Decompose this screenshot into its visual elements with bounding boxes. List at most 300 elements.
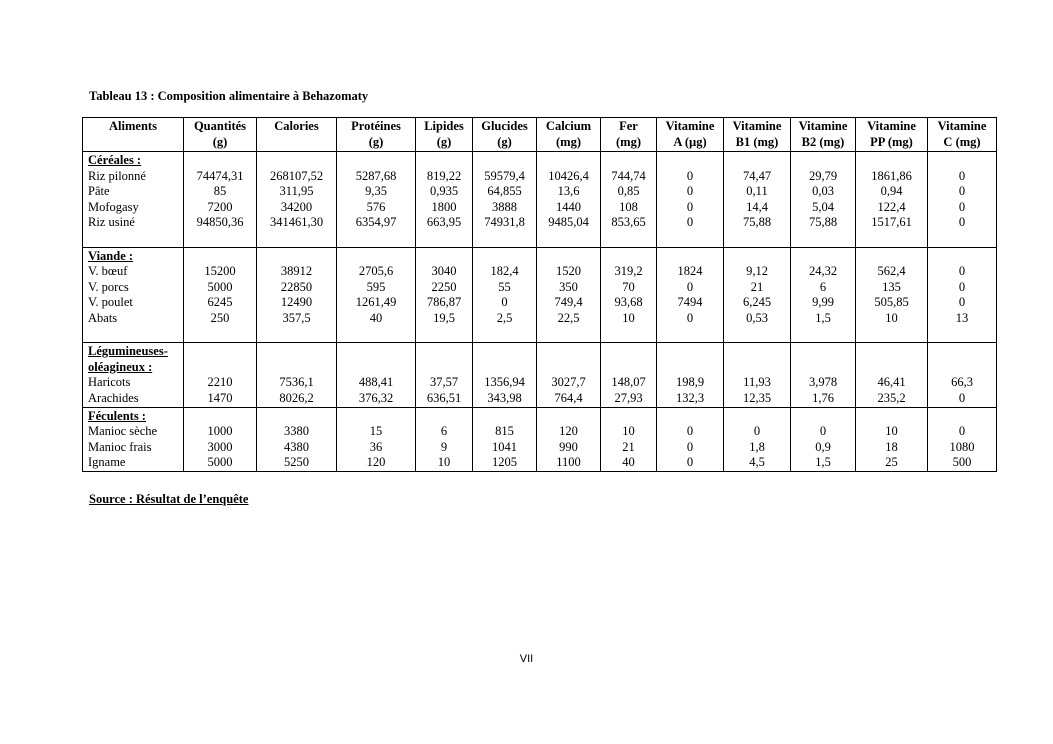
cell-value: 1000: [207, 424, 233, 439]
spacer: [726, 409, 788, 425]
cell-value: 2705,6: [358, 264, 394, 279]
cell-value: 21: [750, 279, 764, 294]
column-header-line: Calcium: [545, 119, 592, 133]
table-body: [83, 152, 997, 472]
group-label: Féculents :: [88, 408, 146, 423]
values-cell: [416, 152, 473, 248]
cell-value: 182,4: [490, 264, 519, 279]
spacer: [539, 344, 598, 360]
column-header: [83, 118, 184, 152]
values-cell: [724, 407, 791, 471]
values-cell: [473, 152, 537, 248]
cell-value: 0,85: [617, 184, 640, 199]
cell-value: 21: [622, 439, 635, 454]
values-cell: [791, 247, 856, 343]
cell-value: 19,5: [433, 310, 455, 325]
spacer: [726, 344, 788, 360]
cell-value: 1824: [677, 264, 703, 279]
food-name: Riz pilonné: [88, 168, 146, 183]
spacer: [475, 360, 534, 376]
spacer: [339, 344, 413, 360]
food-name: Pâte: [88, 184, 110, 199]
values-cell: [856, 247, 928, 343]
group-label: Céréales :: [88, 153, 142, 167]
cell-value: 29,79: [808, 168, 838, 183]
cell-value: 3,978: [808, 375, 838, 390]
header-row: [83, 118, 997, 152]
values-cell: [601, 343, 657, 407]
cell-value: 1,8: [749, 439, 765, 454]
values-cell: [257, 407, 337, 471]
food-name: Manioc sèche: [88, 424, 158, 439]
cell-value: 0: [686, 184, 694, 199]
cell-value: 6: [819, 279, 827, 294]
spacer: [539, 409, 598, 425]
spacer: [418, 249, 470, 265]
column-header-line: (g): [212, 134, 228, 149]
values-cell: [856, 407, 928, 471]
column-header: [257, 118, 337, 152]
spacer: [603, 327, 654, 343]
cell-value: 1041: [492, 439, 517, 454]
spacer: [793, 153, 853, 169]
cell-value: 27,93: [614, 390, 643, 405]
cell-value: 74931,8: [484, 215, 525, 230]
column-header-line: Vitamine: [937, 119, 987, 133]
page-number: VII: [519, 653, 534, 665]
cell-value: 9,12: [746, 264, 768, 279]
cell-value: 6245: [207, 295, 233, 310]
table-caption: Tableau 13 : Composition alimentaire à Behazomaty: [89, 89, 369, 103]
cell-value: 5,04: [812, 199, 834, 214]
spacer: [475, 153, 534, 169]
spacer: [726, 327, 788, 343]
cell-value: 1470: [207, 390, 233, 405]
spacer: [930, 153, 994, 169]
values-cell: [473, 343, 537, 407]
column-header-line: Fer: [619, 119, 638, 133]
food-name: Arachides: [88, 390, 139, 405]
cell-value: 0: [958, 390, 966, 405]
spacer: [259, 327, 334, 343]
values-cell: [601, 152, 657, 248]
cell-value: 1080: [949, 439, 975, 454]
source-note: Source : Résultat de l’enquête: [89, 492, 249, 506]
spacer: [186, 344, 254, 360]
cell-value: 1261,49: [355, 295, 397, 310]
column-header-line: C (mg): [943, 134, 981, 149]
column-header: [337, 118, 416, 152]
values-cell: [184, 343, 257, 407]
column-header-line: (g): [368, 134, 384, 149]
cell-value: 2210: [207, 375, 233, 390]
spacer: [339, 249, 413, 265]
cell-value: 64,855: [487, 184, 522, 199]
cell-value: 108: [619, 199, 638, 214]
food-name: V. poulet: [88, 295, 133, 310]
spacer: [259, 249, 334, 265]
spacer: [793, 360, 853, 376]
cell-value: 85: [213, 184, 227, 199]
column-header-line: Protéines: [351, 119, 401, 133]
spacer: [858, 327, 925, 343]
values-cell: [724, 343, 791, 407]
values-cell: [416, 407, 473, 471]
cell-value: 15: [369, 424, 383, 439]
cell-value: 11,93: [743, 375, 771, 390]
spacer: [418, 231, 470, 247]
cell-value: 0: [686, 439, 694, 454]
spacer: [539, 153, 598, 169]
food-names-cell: [83, 152, 184, 248]
cell-value: 268107,52: [269, 168, 324, 183]
values-cell: [337, 407, 416, 471]
spacer: [418, 327, 470, 343]
cell-value: 1356,94: [484, 375, 525, 390]
cell-value: 9485,04: [548, 215, 589, 230]
cell-value: 94850,36: [196, 215, 244, 230]
cell-value: 0: [958, 295, 966, 310]
spacer: [793, 327, 853, 343]
spacer: [339, 231, 413, 247]
spacer: [339, 153, 413, 169]
cell-value: 0: [958, 424, 966, 439]
cell-value: 636,51: [426, 390, 462, 405]
column-header: [724, 118, 791, 152]
cell-value: 6: [440, 424, 448, 439]
cell-value: 1,76: [812, 390, 834, 405]
cell-value: 34200: [280, 199, 313, 214]
cell-value: 5000: [207, 455, 233, 470]
spacer: [659, 153, 721, 169]
values-cell: [791, 407, 856, 471]
values-cell: [257, 247, 337, 343]
cell-value: 7536,1: [279, 375, 314, 390]
cell-value: 10: [885, 310, 898, 325]
cell-value: 819,22: [426, 168, 462, 183]
cell-value: 148,07: [611, 375, 646, 390]
cell-value: 9,99: [812, 295, 834, 310]
cell-value: 1100: [556, 455, 581, 470]
cell-value: 0: [819, 424, 827, 439]
values-cell: [856, 343, 928, 407]
cell-value: 55: [498, 279, 511, 294]
cell-value: 74474,31: [196, 168, 244, 183]
values-cell: [537, 407, 601, 471]
column-header-line: Quantités: [193, 119, 247, 133]
cell-value: 319,2: [614, 264, 643, 279]
cell-value: 0,94: [880, 184, 903, 199]
values-cell: [657, 343, 724, 407]
spacer: [418, 360, 470, 376]
spacer: [930, 409, 994, 425]
spacer: [726, 231, 788, 247]
spacer: [603, 231, 654, 247]
cell-value: 595: [366, 279, 386, 294]
cell-value: 0: [958, 215, 966, 230]
values-cell: [337, 343, 416, 407]
cell-value: 0,11: [746, 184, 768, 199]
cell-value: 7494: [677, 295, 703, 310]
column-header-line: Vitamine: [867, 119, 916, 133]
cell-value: 488,41: [358, 375, 394, 390]
values-cell: [928, 247, 997, 343]
column-header: [184, 118, 257, 152]
cell-value: 0: [958, 279, 966, 294]
cell-value: 505,85: [874, 295, 909, 310]
cell-value: 40: [369, 310, 383, 325]
cell-value: 3027,7: [551, 375, 586, 390]
spacer: [339, 360, 413, 376]
cell-value: 990: [559, 439, 578, 454]
cell-value: 10: [437, 455, 451, 470]
spacer: [418, 153, 470, 169]
cell-value: 500: [952, 455, 972, 470]
cell-value: 576: [366, 199, 386, 214]
column-header-line: Vitamine: [732, 119, 782, 133]
cell-value: 1800: [431, 199, 457, 214]
spacer: [659, 327, 721, 343]
cell-value: 0: [686, 310, 694, 325]
cell-value: 0: [753, 424, 761, 439]
column-header-line: Calories: [274, 119, 319, 133]
cell-value: 15200: [204, 264, 236, 279]
values-cell: [791, 343, 856, 407]
column-header-line: B2 (mg): [801, 134, 845, 149]
cell-value: 1861,86: [871, 168, 912, 183]
cell-value: 3380: [284, 424, 309, 439]
spacer: [659, 409, 721, 425]
spacer: [858, 231, 925, 247]
values-cell: [184, 407, 257, 471]
cell-value: 1205: [492, 455, 517, 470]
group-row: [83, 152, 997, 248]
spacer: [475, 344, 534, 360]
cell-value: 6354,97: [355, 215, 397, 230]
values-cell: [537, 247, 601, 343]
cell-value: 24,32: [808, 264, 838, 279]
cell-value: 0: [958, 168, 966, 183]
spacer: [475, 327, 534, 343]
column-header-line: Vitamine: [798, 119, 848, 133]
cell-value: 120: [366, 455, 386, 470]
column-header-line: (g): [436, 134, 452, 149]
cell-value: 1,5: [815, 310, 831, 325]
spacer: [603, 249, 654, 265]
cell-value: 7200: [207, 199, 233, 214]
values-cell: [257, 343, 337, 407]
cell-value: 4380: [284, 439, 309, 454]
spacer: [659, 231, 721, 247]
cell-value: 1440: [556, 199, 581, 214]
values-cell: [537, 152, 601, 248]
cell-value: 6,245: [742, 295, 772, 310]
cell-value: 40: [622, 455, 635, 470]
cell-value: 3040: [431, 264, 457, 279]
spacer: [930, 249, 994, 265]
spacer: [475, 249, 534, 265]
spacer: [659, 360, 721, 376]
values-cell: [928, 407, 997, 471]
group-label: Viande :: [88, 248, 134, 263]
spacer: [418, 344, 470, 360]
spacer: [726, 249, 788, 265]
values-cell: [791, 152, 856, 248]
spacer: [793, 249, 853, 265]
food-composition-table: [82, 117, 997, 472]
food-names-cell: [83, 247, 184, 343]
cell-value: 122,4: [877, 199, 906, 214]
group-row: [83, 343, 997, 407]
cell-value: 663,95: [426, 215, 462, 230]
cell-value: 13,6: [557, 184, 580, 199]
cell-value: 10: [622, 310, 635, 325]
spacer: [539, 249, 598, 265]
group-label: Légumineuses-: [88, 344, 168, 359]
spacer: [858, 153, 925, 169]
column-header-line: (mg): [556, 134, 581, 149]
values-cell: [657, 247, 724, 343]
cell-value: 14,4: [746, 199, 768, 214]
cell-value: 25: [885, 455, 898, 470]
column-header-line: (mg): [616, 134, 641, 149]
column-header-line: Lipides: [424, 119, 464, 133]
values-cell: [657, 152, 724, 248]
cell-value: 1520: [556, 264, 581, 279]
cell-value: 0: [501, 295, 508, 310]
cell-value: 562,4: [877, 264, 906, 279]
cell-value: 75,88: [808, 215, 838, 230]
values-cell: [416, 247, 473, 343]
spacer: [539, 327, 598, 343]
cell-value: 0,03: [812, 184, 834, 199]
group-row: [83, 247, 997, 343]
cell-value: 9,35: [365, 184, 387, 199]
cell-value: 0: [686, 215, 694, 230]
values-cell: [337, 247, 416, 343]
column-header: [537, 118, 601, 152]
cell-value: 135: [882, 279, 901, 294]
spacer: [186, 327, 254, 343]
cell-value: 9: [440, 439, 448, 454]
food-name: V. porcs: [88, 279, 129, 294]
cell-value: 357,5: [282, 310, 311, 325]
values-cell: [928, 152, 997, 248]
spacer: [726, 360, 788, 376]
spacer: [858, 249, 925, 265]
spacer: [339, 327, 413, 343]
cell-value: 0: [958, 199, 966, 214]
cell-value: 37,57: [429, 375, 459, 390]
cell-value: 5000: [207, 279, 233, 294]
column-header: [416, 118, 473, 152]
cell-value: 0: [686, 424, 694, 439]
spacer: [726, 153, 788, 169]
spacer: [186, 249, 254, 265]
spacer: [793, 231, 853, 247]
cell-value: 12490: [280, 295, 313, 310]
values-cell: [184, 152, 257, 248]
values-cell: [601, 407, 657, 471]
cell-value: 311,95: [279, 184, 314, 199]
spacer: [930, 360, 994, 376]
values-cell: [184, 247, 257, 343]
cell-value: 38912: [280, 264, 313, 279]
values-cell: [257, 152, 337, 248]
spacer: [659, 344, 721, 360]
cell-value: 2250: [431, 279, 457, 294]
cell-value: 341461,30: [269, 215, 324, 230]
spacer: [259, 344, 334, 360]
spacer: [418, 409, 470, 425]
spacer: [475, 409, 534, 425]
cell-value: 235,2: [877, 390, 906, 405]
spacer: [186, 360, 254, 376]
cell-value: 10: [622, 424, 635, 439]
column-header: [601, 118, 657, 152]
spacer: [858, 409, 925, 425]
food-name: Mofogasy: [88, 199, 139, 214]
cell-value: 4,5: [749, 455, 765, 470]
cell-value: 66,3: [951, 375, 973, 390]
column-header-line: PP (mg): [870, 134, 913, 149]
cell-value: 8026,2: [279, 390, 314, 405]
cell-value: 74,47: [742, 168, 772, 183]
column-header: [928, 118, 997, 152]
values-cell: [724, 152, 791, 248]
spacer: [659, 249, 721, 265]
cell-value: 5287,68: [355, 168, 397, 183]
spacer: [539, 231, 598, 247]
values-cell: [416, 343, 473, 407]
cell-value: 764,4: [554, 390, 583, 405]
cell-value: 749,4: [554, 295, 583, 310]
column-header-line: Vitamine: [665, 119, 715, 133]
values-cell: [724, 247, 791, 343]
column-header-line: (g): [497, 134, 512, 149]
cell-value: 0: [686, 168, 694, 183]
cell-value: 59579,4: [484, 168, 525, 183]
column-header: [657, 118, 724, 152]
cell-value: 0: [958, 264, 966, 279]
cell-value: 93,68: [614, 295, 643, 310]
column-header-line: A (µg): [673, 134, 707, 149]
food-name: Haricots: [88, 375, 131, 390]
column-header-line: Glucides: [481, 119, 528, 133]
spacer: [793, 409, 853, 425]
cell-value: 0,9: [815, 439, 831, 454]
spacer: [259, 153, 334, 169]
cell-value: 0: [686, 279, 694, 294]
spacer: [603, 409, 654, 425]
cell-value: 10: [885, 424, 898, 439]
column-header: [791, 118, 856, 152]
values-cell: [473, 407, 537, 471]
cell-value: 744,74: [611, 168, 646, 183]
cell-value: 18: [885, 439, 898, 454]
cell-value: 198,9: [675, 375, 705, 390]
spacer: [539, 360, 598, 376]
cell-value: 36: [369, 439, 383, 454]
cell-value: 22850: [280, 279, 313, 294]
cell-value: 22,5: [557, 310, 580, 325]
spacer: [603, 344, 654, 360]
cell-value: 3888: [492, 199, 517, 214]
spacer: [339, 409, 413, 425]
cell-value: 343,98: [487, 390, 522, 405]
spacer: [186, 409, 254, 425]
spacer: [259, 409, 334, 425]
